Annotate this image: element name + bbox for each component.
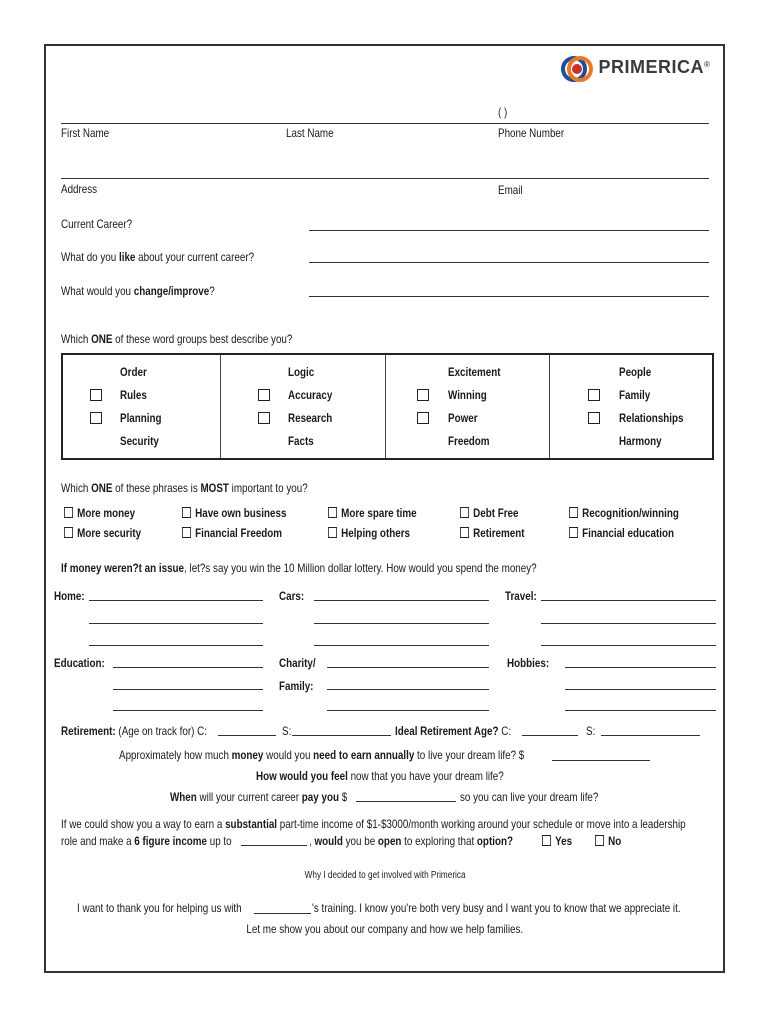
when-line[interactable]: [356, 801, 456, 802]
group4-word: People: [619, 365, 652, 379]
like-line[interactable]: [309, 262, 709, 263]
cars-line[interactable]: [314, 623, 489, 624]
grid-divider: [385, 355, 386, 458]
group3-word: Freedom: [448, 434, 490, 448]
change-question: What would you change/improve?: [61, 284, 215, 298]
group3-word: Power: [448, 411, 478, 425]
education-line[interactable]: [113, 667, 263, 668]
trainer-name-line[interactable]: [254, 913, 311, 914]
travel-line[interactable]: [541, 645, 716, 646]
address-email-line[interactable]: [61, 178, 709, 179]
group3-checkbox[interactable]: [417, 412, 429, 424]
yes-option[interactable]: Yes: [542, 834, 572, 848]
retirement-s-line[interactable]: [292, 735, 391, 736]
grid-divider: [220, 355, 221, 458]
phrase-option[interactable]: More security: [64, 526, 141, 540]
feel-question: How would you feel now that you have your dream life?: [256, 769, 504, 783]
education-line[interactable]: [113, 689, 263, 690]
word-groups-question: Which ONE of these word groups best describe you?: [61, 332, 293, 346]
hobbies-line[interactable]: [565, 667, 716, 668]
why-heading: Why I decided to get involved with Primerica: [304, 870, 466, 881]
group1-word: Planning: [120, 411, 162, 425]
money-line[interactable]: [552, 760, 650, 761]
travel-label: Travel:: [505, 589, 537, 603]
phone-parens: ( ): [498, 105, 508, 119]
show-line: Let me show you about our company and how we help families.: [246, 922, 524, 936]
offer-line1: If we could show you a way to earn a substantial part-time income of $1-$3000/month working around your schedule or move into a leadership: [61, 817, 686, 831]
phrase-option[interactable]: Retirement: [460, 526, 525, 540]
charity-line[interactable]: [327, 667, 489, 668]
lottery-question: If money weren?t an issue, let?s say you win the 10 Million dollar lottery. How would you spend the money?: [61, 561, 537, 575]
group2-checkbox[interactable]: [258, 389, 270, 401]
hobbies-label: Hobbies:: [507, 656, 550, 670]
group4-word: Family: [619, 388, 651, 402]
group3-word: Excitement: [448, 365, 501, 379]
group2-word: Research: [288, 411, 333, 425]
group2-word: Facts: [288, 434, 314, 448]
group2-word: Accuracy: [288, 388, 333, 402]
email-label: Email: [498, 183, 523, 197]
ideal-c-line[interactable]: [522, 735, 578, 736]
ideal-retirement-label: Ideal Retirement Age? C:: [395, 724, 512, 738]
income-line[interactable]: [241, 845, 307, 846]
group2-checkbox[interactable]: [258, 412, 270, 424]
group1-word: Rules: [120, 388, 147, 402]
group1-word: Security: [120, 434, 159, 448]
retirement-label: Retirement: (Age on track for) C:: [61, 724, 208, 738]
cars-line[interactable]: [314, 600, 489, 601]
group4-word: Harmony: [619, 434, 662, 448]
when-question-end: so you can live your dream life?: [460, 790, 599, 804]
change-line[interactable]: [309, 296, 709, 297]
when-question: When will your current career pay you $: [170, 790, 348, 804]
phrase-option[interactable]: Recognition/winning: [569, 506, 679, 520]
phrase-option[interactable]: Have own business: [182, 506, 286, 520]
phrases-question: Which ONE of these phrases is MOST important to you?: [61, 481, 308, 495]
money-question: Approximately how much money would you need to earn annually to live your dream life? $: [119, 748, 525, 762]
address-label: Address: [61, 182, 98, 196]
ideal-s-label: S:: [586, 724, 596, 738]
group1-checkbox[interactable]: [90, 389, 102, 401]
phrase-option[interactable]: Financial Freedom: [182, 526, 282, 540]
primerica-logo-icon: [560, 52, 594, 86]
registered-mark: ®: [703, 59, 710, 69]
education-label: Education:: [54, 656, 105, 670]
word-groups-grid: [61, 353, 714, 460]
phrase-option[interactable]: More spare time: [328, 506, 417, 520]
charity-label: Charity/: [279, 656, 316, 670]
primerica-logo-text: PRIMERICA: [598, 57, 704, 78]
retirement-c-line[interactable]: [218, 735, 276, 736]
phone-label: Phone Number: [498, 126, 565, 140]
like-question: What do you like about your current career?: [61, 250, 255, 264]
home-line[interactable]: [89, 623, 263, 624]
charity-line[interactable]: [327, 689, 489, 690]
cars-line[interactable]: [314, 645, 489, 646]
travel-line[interactable]: [541, 623, 716, 624]
cars-label: Cars:: [279, 589, 305, 603]
retirement-s-label: S:: [282, 724, 292, 738]
family-label: Family:: [279, 679, 314, 693]
travel-line[interactable]: [541, 600, 716, 601]
home-line[interactable]: [89, 600, 263, 601]
current-career-label: Current Career?: [61, 217, 133, 231]
group1-checkbox[interactable]: [90, 412, 102, 424]
hobbies-line[interactable]: [565, 689, 716, 690]
charity-line[interactable]: [327, 710, 489, 711]
grid-divider: [549, 355, 550, 458]
phrase-option[interactable]: Helping others: [328, 526, 410, 540]
phrase-option[interactable]: Debt Free: [460, 506, 519, 520]
home-line[interactable]: [89, 645, 263, 646]
primerica-logo: [560, 52, 710, 86]
group4-checkbox[interactable]: [588, 412, 600, 424]
home-label: Home:: [54, 589, 85, 603]
hobbies-line[interactable]: [565, 710, 716, 711]
group2-word: Logic: [288, 365, 315, 379]
ideal-s-line[interactable]: [601, 735, 700, 736]
group4-checkbox[interactable]: [588, 389, 600, 401]
name-phone-line[interactable]: [61, 123, 709, 124]
first-name-label: First Name: [61, 126, 110, 140]
offer-line2-end: , would you be open to exploring that option?: [309, 834, 513, 848]
phrase-option[interactable]: More money: [64, 506, 135, 520]
no-option[interactable]: No: [595, 834, 621, 848]
group4-word: Relationships: [619, 411, 684, 425]
current-career-line[interactable]: [309, 230, 709, 231]
phrase-option[interactable]: Financial education: [569, 526, 674, 540]
group3-checkbox[interactable]: [417, 389, 429, 401]
group3-word: Winning: [448, 388, 487, 402]
group1-word: Order: [120, 365, 147, 379]
offer-line2: role and make a 6 figure income up to: [61, 834, 232, 848]
thanks-line-end: 's training. I know you're both very busy and I want you to know that we appreciate it.: [312, 901, 681, 915]
education-line[interactable]: [113, 710, 263, 711]
last-name-label: Last Name: [286, 126, 334, 140]
thanks-line-start: I want to thank you for helping us with: [77, 901, 242, 915]
